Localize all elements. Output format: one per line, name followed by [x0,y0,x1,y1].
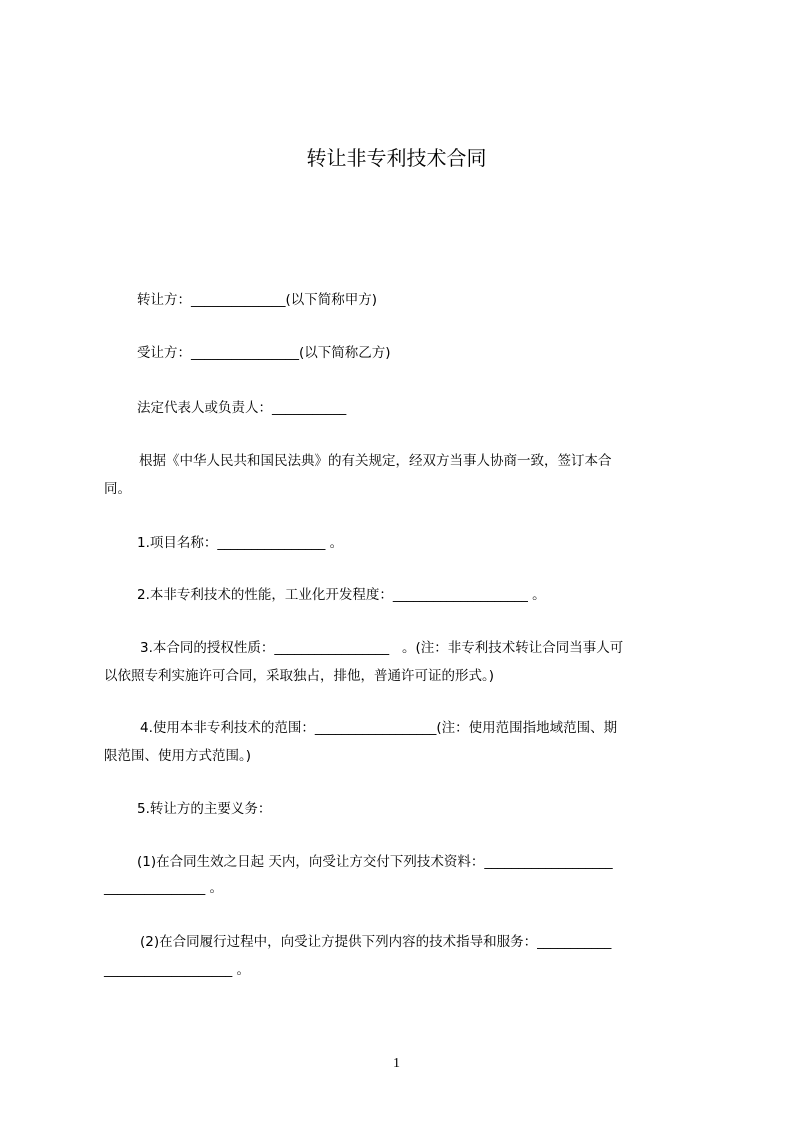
transferor-line: 转让方：______________(以下简称甲方) [137,292,378,308]
transferee-line: 受让方：________________(以下简称乙方) [137,345,391,361]
clause-5: 5.转让方的主要义务： [137,801,272,817]
clause-4-line-1: 4.使用本非专利技术的范围：__________________(注：使用范围指地域范围、期 [140,720,618,736]
clause-3-line-2: 以依照专利实施许可合同，采取独占，排他，普通许可证的形式。) [104,668,495,684]
clause-5-2-line-2: ___________________ 。 [104,962,251,978]
representative-line: 法定代表人或负责人：___________ [137,400,347,416]
document-title: 转让非专利技术合同 [306,146,487,170]
preamble-line-1: 根据《中华人民共和国民法典》的有关规定，经双方当事人协商一致，签订本合 [139,453,612,469]
clause-4-line-2: 限范围、使用方式范围。) [104,748,252,764]
clause-5-1-line-2: _______________ 。 [104,880,224,896]
preamble-line-2: 同。 [104,481,131,497]
clause-2: 2.本非专利技术的性能，工业化开发程度：____________________ 。 [137,587,546,603]
clause-5-2-line-1: (2)在合同履行过程中，向受让方提供下列内容的技术指导和服务：___________ [140,934,612,950]
page-number: 1 [393,1056,400,1071]
clause-3-line-1: 3.本合同的授权性质：_________________ 。(注：非专利技术转让合同当事人可 [140,640,624,656]
clause-5-1-line-1: (1)在合同生效之日起 天内，向受让方交付下列技术资料：___________________ [137,854,613,870]
clause-1: 1.项目名称：________________ 。 [137,535,344,551]
